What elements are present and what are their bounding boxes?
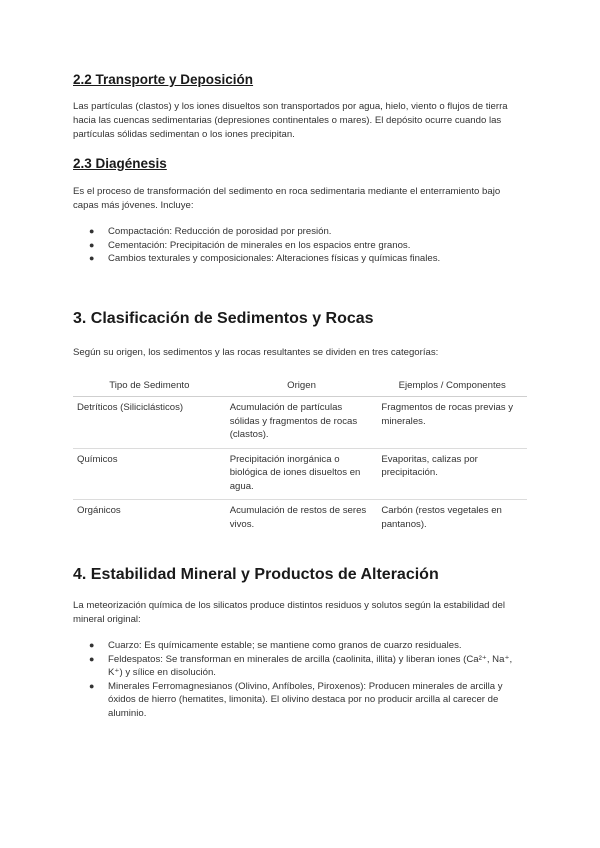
heading-clasificacion: 3. Clasificación de Sedimentos y Rocas: [73, 310, 374, 327]
table-cell: Orgánicos: [77, 505, 121, 516]
column-header-ejemplos: Ejemplos / Componentes: [377, 374, 527, 397]
bullet-icon: ●: [89, 226, 95, 236]
table-row: [73, 397, 527, 449]
list-item: ● Cementación: Precipitación de minerales en los espacios entre granos.: [89, 239, 411, 251]
bullet-icon: ●: [89, 640, 95, 650]
bullet-list-estabilidad: [73, 639, 528, 720]
paragraph-estabilidad: La meteorización química de los silicatos produce distintos residuos y solutos según la estabilidad del mineral original:: [73, 600, 505, 625]
column-header-origen: Origen: [226, 374, 378, 397]
list-item: ● Cambios texturales y composicionales: Alteraciones físicas y químicas finales.: [89, 253, 441, 264]
paragraph-transporte: Las partículas (clastos) y los iones disueltos son transportados por agua, hielo, viento o flujos de tierra hacia las cuencas sedimentarias (depresiones continentales o mares). El depósito ocurre cuando las partículas sólidas sedimentan o los iones precipitan.: [73, 101, 508, 140]
table-cell: Precipitación inorgánica o biológica de iones disueltos en agua.: [226, 448, 378, 500]
table-cell: Detríticos (Siliciclásticos): [73, 397, 226, 449]
table-cell: Evaporitas, calizas por precipitación.: [377, 448, 527, 500]
classification-table: [73, 374, 527, 537]
table-cell: Químicos: [73, 448, 226, 500]
bullet-list-diagenesis: [73, 225, 528, 266]
bullet-icon: ●: [89, 680, 95, 691]
table-header-row: [73, 374, 527, 397]
table-row: [73, 500, 527, 538]
table-cell: Acumulación de restos de seres vivos.: [229, 505, 367, 530]
table-cell: Carbón (restos vegetales en pantanos).: [381, 505, 502, 530]
bullet-icon: ●: [89, 653, 95, 664]
list-item: ● Cuarzo: Es químicamente estable; se mantiene como granos de cuarzo residuales.: [89, 640, 462, 651]
heading-transporte-deposicion: 2.2 Transporte y Deposición: [73, 72, 254, 87]
table-cell: Acumulación de partículas sólidas y fragmentos de rocas (clastos).: [226, 397, 378, 449]
list-item: ● Compactación: Reducción de porosidad por presión.: [89, 226, 332, 237]
heading-diagenesis: 2.3 Diagénesis: [73, 156, 167, 171]
heading-estabilidad: 4. Estabilidad Mineral y Productos de Alteración: [73, 566, 439, 583]
bullet-icon: ●: [89, 253, 95, 263]
table-row: [73, 448, 527, 500]
paragraph-diagenesis: Es el proceso de transformación del sedimento en roca sedimentaria mediante el enterramiento bajo capas más jóvenes. Incluye:: [73, 186, 501, 211]
column-header-tipo: Tipo de Sedimento: [73, 374, 226, 397]
list-item: ● Feldespatos: Se transforman en minerales de arcilla (caolinita, illita) y liberan iones (Ca²⁺, Na⁺, K⁺) y sílice en disolución.: [89, 653, 513, 678]
paragraph-clasificacion: Según su origen, los sedimentos y las rocas resultantes se dividen en tres categorías:: [73, 347, 439, 358]
bullet-icon: ●: [89, 239, 95, 250]
list-item: ● Minerales Ferromagnesianos (Olivino, Anfíboles, Piroxenos): Producen minerales de arcilla y óxidos de hierro (hematites, limonita). El olivino destaca por no producir arcilla al carecer de aluminio.: [89, 680, 503, 719]
table-cell: Fragmentos de rocas previas y minerales.: [377, 397, 527, 449]
